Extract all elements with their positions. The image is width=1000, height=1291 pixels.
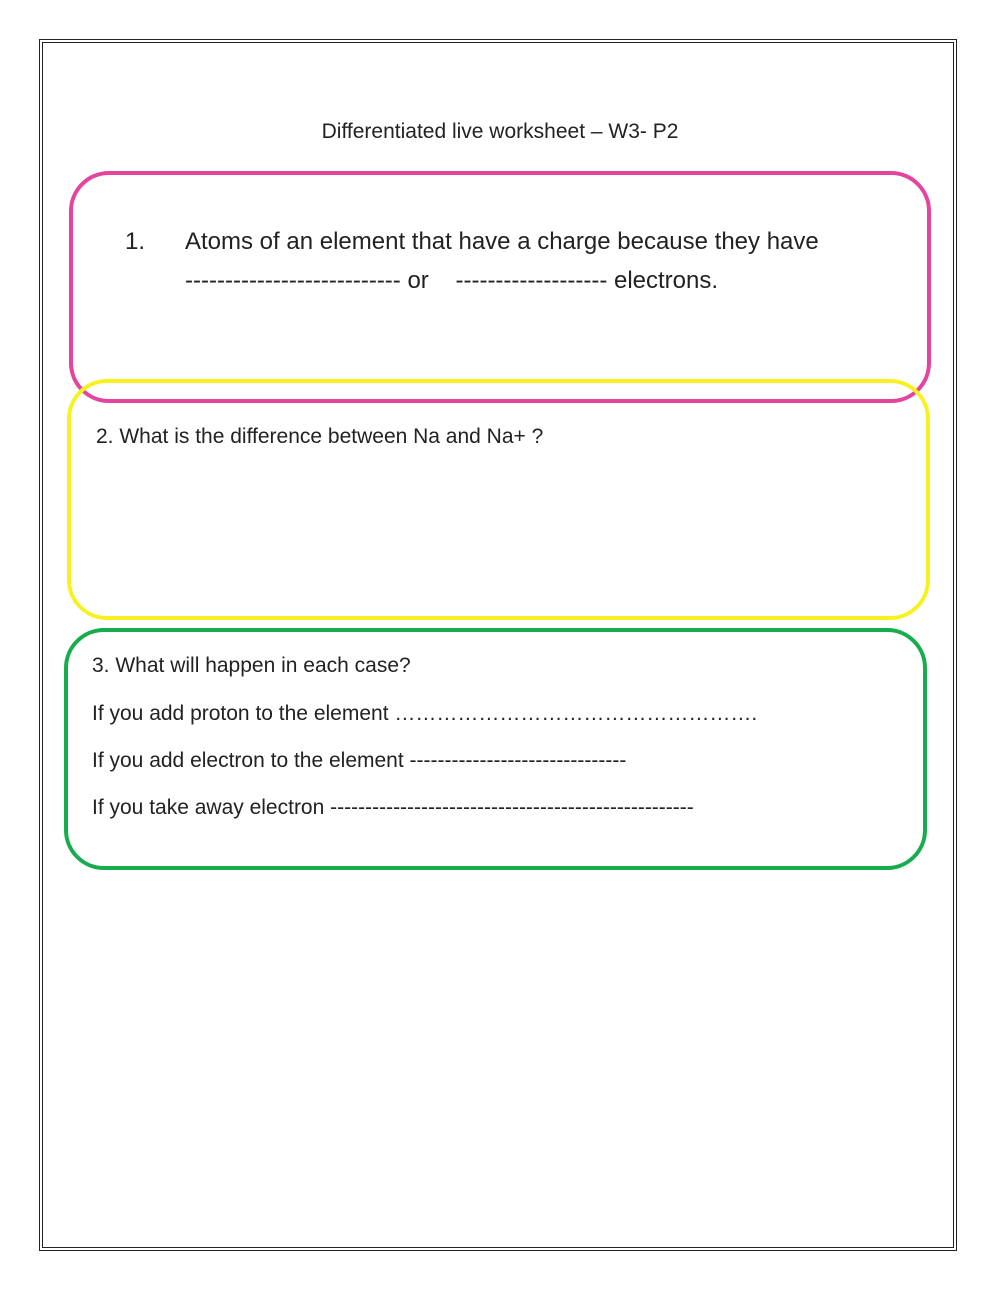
question-1-number: 1.	[125, 228, 146, 255]
question-3-item-take-away-electron[interactable]: If you take away electron ----------------------------------------------------	[92, 796, 694, 819]
question-1-answer-blanks[interactable]: --------------------------- or ------------------- electrons.	[185, 267, 719, 294]
worksheet-title: Differentiated live worksheet – W3- P2	[321, 120, 679, 143]
question-2-text: 2. What is the difference between Na and Na+ ?	[96, 425, 544, 448]
question-1-text-line-1: Atoms of an element that have a charge because they have	[185, 228, 819, 255]
question-3-item-add-electron[interactable]: If you add electron to the element -------------------------------	[92, 749, 627, 772]
question-3-heading: 3. What will happen in each case?	[92, 654, 411, 677]
question-2-box	[67, 379, 930, 620]
question-3-item-add-proton[interactable]: If you add proton to the element …………………………………………….	[92, 702, 758, 725]
